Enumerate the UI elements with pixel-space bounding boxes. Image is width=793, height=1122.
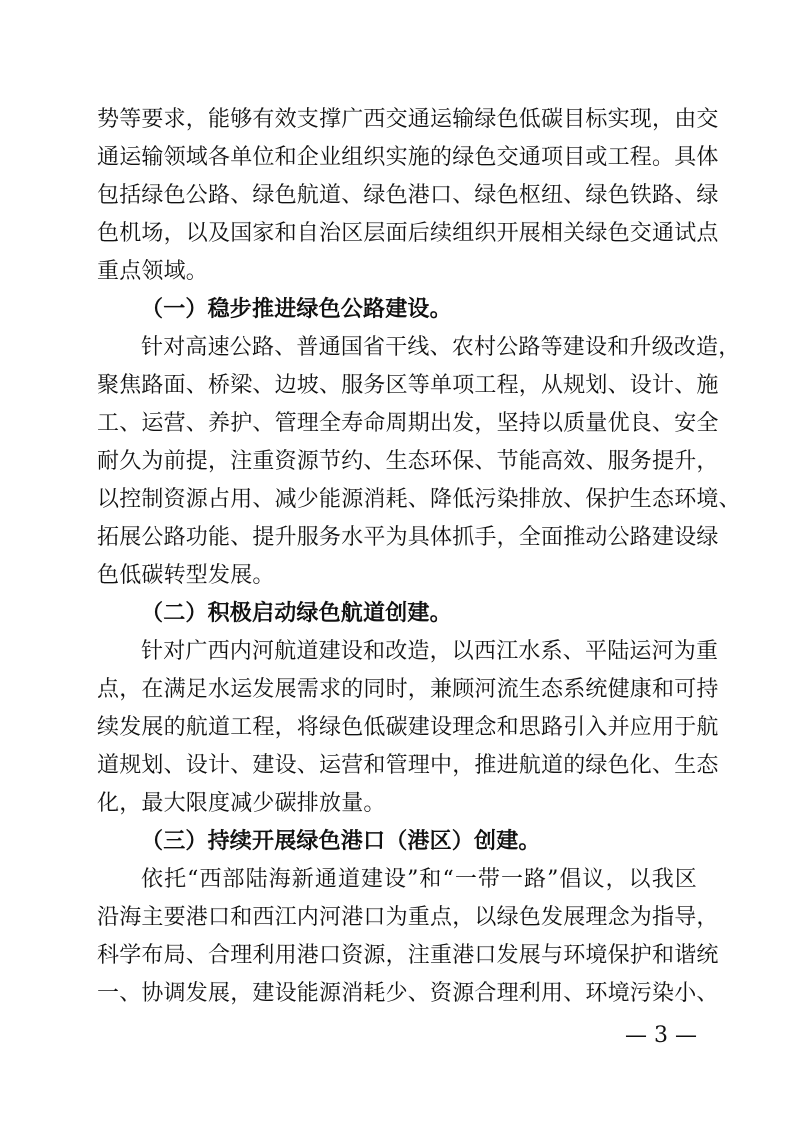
body-text-line: 耐久为前提，注重资源节约、生态环保、节能高效、服务提升， bbox=[97, 449, 719, 474]
body-text-line: 依托“西部陆海新通道建设”和“一带一路”倡议，以我区 bbox=[141, 867, 697, 892]
body-text-line: 化，最大限度减少碳排放量。 bbox=[97, 791, 386, 816]
body-text-line: 色机场，以及国家和自治区层面后续组织开展相关绿色交通试点 bbox=[97, 221, 719, 246]
body-text-line: 势等要求，能够有效支撑广西交通运输绿色低碳目标实现，由交 bbox=[97, 107, 719, 132]
body-text-line: 拓展公路功能、提升服务水平为具体抓手，全面推动公路建设绿 bbox=[97, 525, 719, 550]
body-text-line: 以控制资源占用、减少能源消耗、降低污染排放、保护生态环境、 bbox=[97, 487, 741, 512]
body-text-line: 科学布局、合理利用港口资源，注重港口发展与环境保护和谐统 bbox=[97, 943, 719, 968]
body-text-line: 沿海主要港口和西江内河港口为重点，以绿色发展理念为指导， bbox=[97, 905, 719, 930]
body-text-line: 续发展的航道工程，将绿色低碳建设理念和思路引入并应用于航 bbox=[97, 715, 719, 740]
body-text-line: 包括绿色公路、绿色航道、绿色港口、绿色枢纽、绿色铁路、绿 bbox=[97, 183, 719, 208]
body-text-line: 通运输领域各单位和企业组织实施的绿色交通项目或工程。具体 bbox=[97, 145, 719, 170]
body-text-line: 点，在满足水运发展需求的同时，兼顾河流生态系统健康和可持 bbox=[97, 677, 719, 702]
page-number: — 3 — bbox=[625, 1023, 697, 1048]
body-text-line: 聚焦路面、桥梁、边坡、服务区等单项工程，从规划、设计、施 bbox=[97, 373, 719, 398]
body-text-line: 针对广西内河航道建设和改造，以西江水系、平陆运河为重 bbox=[141, 639, 719, 664]
section-heading: （一）稳步推进绿色公路建设。 bbox=[141, 297, 452, 322]
body-text-line: 针对高速公路、普通国省干线、农村公路等建设和升级改造， bbox=[141, 335, 741, 360]
body-text-line: 色低碳转型发展。 bbox=[97, 563, 275, 588]
section-heading: （二）积极启动绿色航道创建。 bbox=[141, 601, 452, 626]
body-text-line: 道规划、设计、建设、运营和管理中，推进航道的绿色化、生态 bbox=[97, 753, 719, 778]
body-text-line: 一、协调发展，建设能源消耗少、资源合理利用、环境污染小、 bbox=[97, 981, 719, 1006]
section-heading: （三）持续开展绿色港口（港区）创建。 bbox=[141, 829, 541, 854]
body-text-line: 工、运营、养护、管理全寿命周期出发，坚持以质量优良、安全 bbox=[97, 411, 719, 436]
body-text-line: 重点领域。 bbox=[97, 259, 209, 284]
